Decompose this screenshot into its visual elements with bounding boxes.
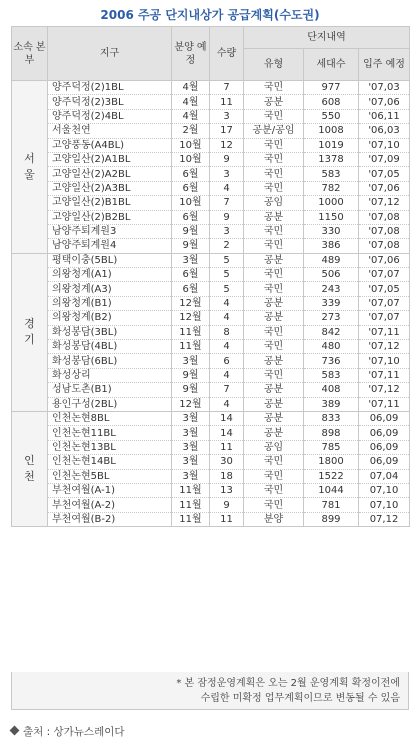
footnote-line-1: * 본 잠정운영계획은 오는 2월 운영계획 확정이전에 (176, 678, 400, 689)
sale-month-cell: 9월 (172, 239, 210, 253)
quantity-cell: 30 (210, 455, 244, 469)
header-complex-details: 단지내역 (244, 27, 410, 49)
district-cell: 양주덕정(2)3BL (48, 95, 172, 109)
households-cell: 781 (304, 498, 359, 512)
district-cell: 화성봉담(4BL) (48, 340, 172, 354)
quantity-cell: 11 (210, 440, 244, 454)
quantity-cell: 9 (210, 498, 244, 512)
households-cell: 833 (304, 411, 359, 425)
district-cell: 양주덕정(2)4BL (48, 109, 172, 123)
table-row (12, 397, 410, 411)
households-cell: 977 (304, 81, 359, 95)
header-move-in: 입주 예정 (359, 49, 410, 81)
type-cell: 국민 (244, 268, 304, 282)
table-row (12, 440, 410, 454)
households-cell: 389 (304, 397, 359, 411)
households-cell: 785 (304, 440, 359, 454)
table-row (12, 268, 410, 282)
move-in-cell: '07,10 (359, 138, 410, 152)
type-cell: 국민 (244, 498, 304, 512)
move-in-cell: '06,11 (359, 109, 410, 123)
region-cell (12, 81, 48, 254)
move-in-cell: '07,08 (359, 239, 410, 253)
sale-month-cell: 10월 (172, 152, 210, 166)
table-row (12, 383, 410, 397)
households-cell: 550 (304, 109, 359, 123)
district-cell: 고양풍동(A4BL) (48, 138, 172, 152)
households-cell: 386 (304, 239, 359, 253)
district-cell: 양주덕정(2)1BL (48, 81, 172, 95)
move-in-cell: 06,09 (359, 455, 410, 469)
households-cell: 1008 (304, 124, 359, 138)
table-row (12, 124, 410, 138)
move-in-cell: '07,07 (359, 268, 410, 282)
households-cell: 408 (304, 383, 359, 397)
sale-month-cell: 4월 (172, 95, 210, 109)
type-cell: 공분 (244, 383, 304, 397)
sale-month-cell: 11월 (172, 483, 210, 497)
quantity-cell: 17 (210, 124, 244, 138)
table-row (12, 469, 410, 483)
quantity-cell: 9 (210, 152, 244, 166)
table-row (12, 181, 410, 195)
type-cell: 국민 (244, 282, 304, 296)
region-char: 인 (24, 454, 35, 468)
district-cell: 인천논현11BL (48, 426, 172, 440)
quantity-cell: 4 (210, 368, 244, 382)
table-row (12, 325, 410, 339)
footnote (11, 672, 409, 710)
district-cell: 용인구성(2BL) (48, 397, 172, 411)
district-cell: 의왕청계(A1) (48, 268, 172, 282)
quantity-cell: 8 (210, 325, 244, 339)
move-in-cell: '07,07 (359, 296, 410, 310)
households-cell: 489 (304, 253, 359, 267)
table-row (12, 426, 410, 440)
sale-month-cell: 9월 (172, 383, 210, 397)
move-in-cell: '07,05 (359, 167, 410, 181)
move-in-cell: 07,04 (359, 469, 410, 483)
quantity-cell: 4 (210, 181, 244, 195)
quantity-cell: 6 (210, 354, 244, 368)
type-cell: 국민 (244, 138, 304, 152)
table-body (12, 81, 410, 527)
supply-plan-table (11, 26, 410, 527)
district-cell: 화성상리 (48, 368, 172, 382)
table-row (12, 411, 410, 425)
move-in-cell: 06,09 (359, 426, 410, 440)
type-cell: 국민 (244, 325, 304, 339)
district-cell: 고양일산(2)A1BL (48, 152, 172, 166)
sale-month-cell: 6월 (172, 210, 210, 224)
table-row (12, 368, 410, 382)
type-cell: 공분 (244, 311, 304, 325)
diamond-bullet-icon (10, 726, 20, 736)
sale-month-cell: 6월 (172, 268, 210, 282)
quantity-cell: 12 (210, 138, 244, 152)
district-cell: 부천여월(A-2) (48, 498, 172, 512)
district-cell: 부천여월(A-1) (48, 483, 172, 497)
district-cell: 인천논현14BL (48, 455, 172, 469)
quantity-cell: 18 (210, 469, 244, 483)
district-cell: 성남도촌(B1) (48, 383, 172, 397)
sale-month-cell: 11월 (172, 512, 210, 526)
type-cell: 공분 (244, 210, 304, 224)
type-cell: 국민 (244, 167, 304, 181)
move-in-cell: '07,12 (359, 196, 410, 210)
table-row (12, 138, 410, 152)
region-char: 기 (24, 333, 35, 347)
type-cell: 국민 (244, 483, 304, 497)
type-cell: 공분 (244, 411, 304, 425)
move-in-cell: '07,03 (359, 81, 410, 95)
households-cell: 1800 (304, 455, 359, 469)
move-in-cell: '07,12 (359, 340, 410, 354)
source-text: 출처 : 상가뉴스레이다 (23, 726, 125, 738)
table-row (12, 253, 410, 267)
households-cell: 583 (304, 167, 359, 181)
households-cell: 339 (304, 296, 359, 310)
quantity-cell: 5 (210, 268, 244, 282)
type-cell: 국민 (244, 455, 304, 469)
table-row (12, 152, 410, 166)
households-cell: 243 (304, 282, 359, 296)
type-cell: 공임 (244, 196, 304, 210)
households-cell: 782 (304, 181, 359, 195)
table-row (12, 109, 410, 123)
district-cell: 의왕청계(A3) (48, 282, 172, 296)
quantity-cell: 13 (210, 483, 244, 497)
move-in-cell: '07,06 (359, 95, 410, 109)
households-cell: 1522 (304, 469, 359, 483)
households-cell: 608 (304, 95, 359, 109)
type-cell: 공분 (244, 426, 304, 440)
table-row (12, 95, 410, 109)
table-row (12, 340, 410, 354)
quantity-cell: 2 (210, 239, 244, 253)
move-in-cell: '07,10 (359, 354, 410, 368)
quantity-cell: 4 (210, 296, 244, 310)
move-in-cell: '07,09 (359, 152, 410, 166)
quantity-cell: 14 (210, 411, 244, 425)
quantity-cell: 11 (210, 512, 244, 526)
move-in-cell: '07,05 (359, 282, 410, 296)
move-in-cell: '07,08 (359, 210, 410, 224)
quantity-cell: 7 (210, 196, 244, 210)
header-district: 지구 (48, 27, 172, 81)
move-in-cell: 07,10 (359, 483, 410, 497)
district-cell: 부천여월(B-2) (48, 512, 172, 526)
district-cell: 남양주퇴계원4 (48, 239, 172, 253)
table-row (12, 224, 410, 238)
move-in-cell: 07,10 (359, 498, 410, 512)
table-row (12, 167, 410, 181)
header-division: 소속 본부 (12, 27, 48, 81)
sale-month-cell: 6월 (172, 181, 210, 195)
quantity-cell: 5 (210, 282, 244, 296)
households-cell: 330 (304, 224, 359, 238)
footnote-line-2: 수립한 미확정 업무계획이므로 변동될 수 있음 (200, 693, 400, 704)
header-type: 유형 (244, 49, 304, 81)
move-in-cell: '07,08 (359, 224, 410, 238)
quantity-cell: 9 (210, 210, 244, 224)
sale-month-cell: 10월 (172, 196, 210, 210)
type-cell: 국민 (244, 368, 304, 382)
district-cell: 화성봉담(6BL) (48, 354, 172, 368)
move-in-cell: '07,06 (359, 181, 410, 195)
type-cell: 국민 (244, 239, 304, 253)
households-cell: 1378 (304, 152, 359, 166)
region-cell (12, 411, 48, 526)
sale-month-cell: 12월 (172, 296, 210, 310)
sale-month-cell: 9월 (172, 224, 210, 238)
move-in-cell: '07,06 (359, 253, 410, 267)
district-cell: 고양일산(2)B2BL (48, 210, 172, 224)
table-row (12, 455, 410, 469)
region-char: 서 (24, 151, 35, 165)
quantity-cell: 7 (210, 81, 244, 95)
type-cell: 공분 (244, 397, 304, 411)
district-cell: 서울천연 (48, 124, 172, 138)
table-row (12, 296, 410, 310)
sale-month-cell: 2월 (172, 124, 210, 138)
district-cell: 인천논현8BL (48, 411, 172, 425)
move-in-cell: 06,09 (359, 411, 410, 425)
households-cell: 1044 (304, 483, 359, 497)
region-char: 울 (24, 167, 35, 181)
sale-month-cell: 3월 (172, 426, 210, 440)
table-row (12, 354, 410, 368)
table-row (12, 196, 410, 210)
sale-month-cell: 11월 (172, 325, 210, 339)
district-cell: 고양일산(2)A2BL (48, 167, 172, 181)
move-in-cell: '07,12 (359, 383, 410, 397)
header-quantity: 수량 (210, 27, 244, 81)
sale-month-cell: 6월 (172, 282, 210, 296)
type-cell: 국민 (244, 340, 304, 354)
type-cell: 공분 (244, 95, 304, 109)
type-cell: 국민 (244, 152, 304, 166)
quantity-cell: 7 (210, 383, 244, 397)
district-cell: 화성봉담(3BL) (48, 325, 172, 339)
sale-month-cell: 3월 (172, 411, 210, 425)
table-row (12, 512, 410, 526)
move-in-cell: '07,11 (359, 368, 410, 382)
sale-month-cell: 9월 (172, 368, 210, 382)
table-header (12, 27, 410, 81)
sale-month-cell: 3월 (172, 253, 210, 267)
type-cell: 분양 (244, 512, 304, 526)
header-households: 세대수 (304, 49, 359, 81)
sale-month-cell: 10월 (172, 138, 210, 152)
district-cell: 인천논현13BL (48, 440, 172, 454)
type-cell: 공분 (244, 253, 304, 267)
quantity-cell: 3 (210, 109, 244, 123)
households-cell: 273 (304, 311, 359, 325)
move-in-cell: '06,03 (359, 124, 410, 138)
sale-month-cell: 4월 (172, 109, 210, 123)
sale-month-cell: 3월 (172, 455, 210, 469)
households-cell: 899 (304, 512, 359, 526)
district-cell: 의왕청계(B1) (48, 296, 172, 310)
type-cell: 국민 (244, 224, 304, 238)
table-row (12, 498, 410, 512)
quantity-cell: 11 (210, 95, 244, 109)
move-in-cell: 06,09 (359, 440, 410, 454)
district-cell: 고양일산(2)A3BL (48, 181, 172, 195)
district-cell: 의왕청계(B2) (48, 311, 172, 325)
type-cell: 국민 (244, 109, 304, 123)
sale-month-cell: 3월 (172, 469, 210, 483)
quantity-cell: 14 (210, 426, 244, 440)
quantity-cell: 3 (210, 167, 244, 181)
households-cell: 736 (304, 354, 359, 368)
table-row (12, 210, 410, 224)
sale-month-cell: 6월 (172, 167, 210, 181)
households-cell: 842 (304, 325, 359, 339)
quantity-cell: 4 (210, 340, 244, 354)
move-in-cell: '07,07 (359, 311, 410, 325)
households-cell: 506 (304, 268, 359, 282)
households-cell: 583 (304, 368, 359, 382)
table-row (12, 282, 410, 296)
sale-month-cell: 11월 (172, 498, 210, 512)
quantity-cell: 4 (210, 311, 244, 325)
households-cell: 1150 (304, 210, 359, 224)
households-cell: 898 (304, 426, 359, 440)
sale-month-cell: 3월 (172, 354, 210, 368)
type-cell: 국민 (244, 81, 304, 95)
region-char: 천 (24, 470, 35, 484)
sale-month-cell: 3월 (172, 440, 210, 454)
quantity-cell: 4 (210, 397, 244, 411)
move-in-cell: 07,12 (359, 512, 410, 526)
households-cell: 1000 (304, 196, 359, 210)
district-cell: 고양일산(2)B1BL (48, 196, 172, 210)
district-cell: 평택이충(5BL) (48, 253, 172, 267)
region-char: 경 (24, 317, 35, 331)
page-title: 2006 주공 단지내상가 공급계획(수도권) (100, 8, 320, 22)
type-cell: 공분 (244, 354, 304, 368)
type-cell: 국민 (244, 469, 304, 483)
type-cell: 공임 (244, 440, 304, 454)
households-cell: 480 (304, 340, 359, 354)
move-in-cell: '07,11 (359, 325, 410, 339)
district-cell: 인천논현5BL (48, 469, 172, 483)
sale-month-cell: 11월 (172, 340, 210, 354)
table-row (12, 311, 410, 325)
type-cell: 공분 (244, 296, 304, 310)
table-row (12, 81, 410, 95)
district-cell: 남양주퇴계원3 (48, 224, 172, 238)
sale-month-cell: 12월 (172, 397, 210, 411)
sale-month-cell: 12월 (172, 311, 210, 325)
type-cell: 국민 (244, 181, 304, 195)
sale-month-cell: 4월 (172, 81, 210, 95)
header-sale-period: 분양 예정 (172, 27, 210, 81)
table-row (12, 239, 410, 253)
type-cell: 공분/공임 (244, 124, 304, 138)
source-line (11, 724, 125, 739)
quantity-cell: 3 (210, 224, 244, 238)
move-in-cell: '07,11 (359, 397, 410, 411)
quantity-cell: 5 (210, 253, 244, 267)
table-row (12, 483, 410, 497)
region-cell (12, 253, 48, 411)
households-cell: 1019 (304, 138, 359, 152)
